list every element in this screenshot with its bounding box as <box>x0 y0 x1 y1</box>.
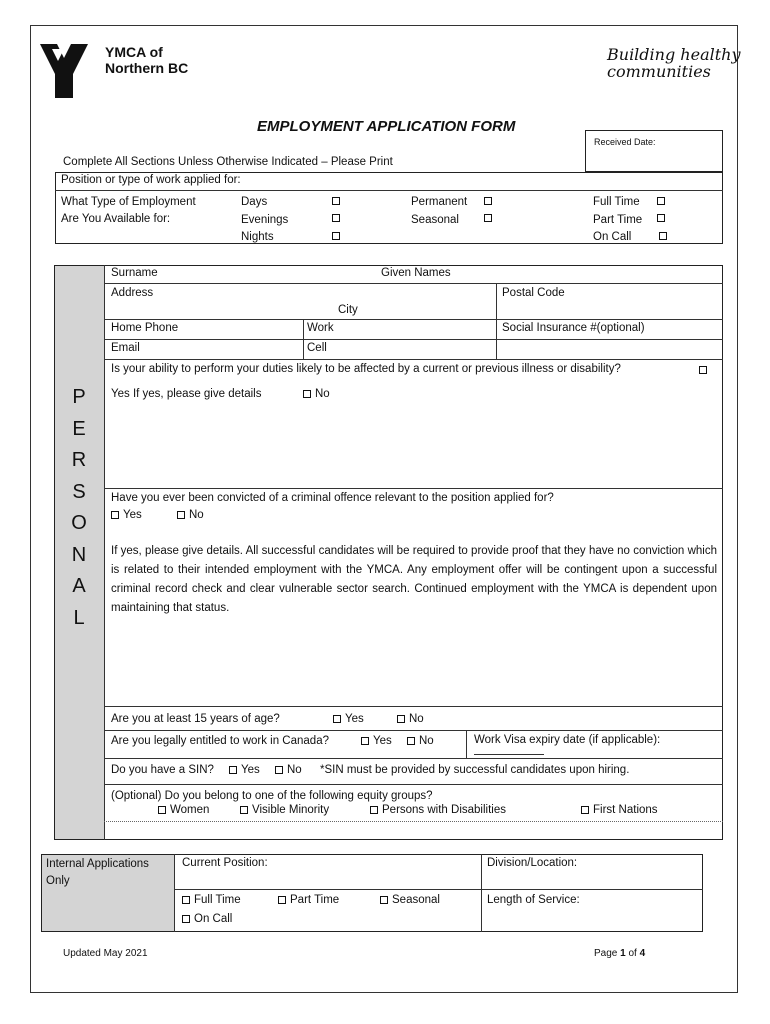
internal-on-call-label: On Call <box>194 913 233 925</box>
disability-question: Is your ability to perform your duties likely to be affected by a current or previous illness or disability? <box>111 363 621 375</box>
divider <box>104 339 723 340</box>
equity-visible-minority-label: Visible Minority <box>252 804 330 816</box>
equity-visible-minority-option[interactable] <box>240 804 329 816</box>
days-checkbox[interactable] <box>332 197 340 205</box>
home-phone-label: Home Phone <box>111 322 179 334</box>
divider <box>174 889 703 890</box>
internal-part-time-checkbox[interactable] <box>278 896 286 904</box>
on-call-checkbox[interactable] <box>659 232 667 240</box>
divider <box>104 821 723 822</box>
legal-yes-checkbox[interactable] <box>361 737 369 745</box>
sin-no-option[interactable] <box>275 764 302 776</box>
divider <box>303 319 304 359</box>
division-location-label: Division/Location: <box>487 857 578 869</box>
age-yes-label: Yes <box>345 713 364 725</box>
divider <box>55 190 723 191</box>
internal-on-call-checkbox[interactable] <box>182 915 190 923</box>
employment-type-label: What Type of Employment Are You Available for: <box>61 196 196 225</box>
availability-options <box>241 194 288 247</box>
surname-label: Surname <box>111 267 158 279</box>
tagline: Building healthy communities <box>607 45 741 81</box>
seasonal-checkbox[interactable] <box>484 214 492 222</box>
cell-label: Cell <box>307 342 327 354</box>
internal-part-time-option[interactable] <box>278 894 339 906</box>
disability-no-checkbox[interactable] <box>303 390 311 398</box>
internal-full-time-option[interactable] <box>182 894 241 906</box>
disability-no-option[interactable] <box>303 388 330 400</box>
criminal-no-checkbox[interactable] <box>177 511 185 519</box>
sin-optional-label: Social Insurance #(optional) <box>502 322 645 334</box>
internal-seasonal-checkbox[interactable] <box>380 896 388 904</box>
part-time-checkbox[interactable] <box>657 214 665 222</box>
internal-seasonal-option[interactable] <box>380 894 440 906</box>
option-days: Days <box>241 196 268 208</box>
divider <box>104 319 723 320</box>
option-evenings: Evenings <box>241 213 289 226</box>
current-position-label: Current Position: <box>182 857 268 869</box>
work-visa-label: Work Visa expiry date (if applicable): <box>474 734 661 746</box>
divider <box>481 854 482 932</box>
org-name: YMCA of Northern BC <box>105 44 189 76</box>
instructions: Complete All Sections Unless Otherwise Indicated – Please Print <box>63 156 393 168</box>
nights-checkbox[interactable] <box>332 232 340 240</box>
option-nights: Nights <box>241 231 274 243</box>
divider <box>174 854 175 932</box>
criminal-yes-checkbox[interactable] <box>111 511 119 519</box>
sin-yes-option[interactable] <box>229 764 260 776</box>
sin-no-checkbox[interactable] <box>275 766 283 774</box>
legal-question: Are you legally entitled to work in Canada? <box>111 735 329 747</box>
legal-yes-option[interactable] <box>361 735 392 747</box>
criminal-question: Have you ever been convicted of a criminal offence relevant to the position applied for? <box>111 492 554 504</box>
equity-women-checkbox[interactable] <box>158 806 166 814</box>
equity-women-option[interactable] <box>158 804 209 816</box>
age-yes-checkbox[interactable] <box>333 715 341 723</box>
age-question: Are you at least 15 years of age? <box>111 713 280 725</box>
hours-options <box>593 194 642 247</box>
full-time-checkbox[interactable] <box>657 197 665 205</box>
equity-women-label: Women <box>170 804 210 816</box>
divider <box>466 730 467 758</box>
length-of-service-label: Length of Service: <box>487 894 580 906</box>
internal-label: Internal Applications Only <box>46 858 149 887</box>
internal-on-call-option[interactable] <box>182 913 232 925</box>
equity-question: (Optional) Do you belong to one of the following equity groups? <box>111 790 433 802</box>
equity-first-nations-option[interactable] <box>581 804 658 816</box>
legal-no-label: No <box>419 735 434 747</box>
city-label: City <box>338 304 358 316</box>
ymca-logo-icon <box>40 44 88 100</box>
option-on-call: On Call <box>593 231 632 243</box>
sin-question: Do you have a SIN? <box>111 764 214 776</box>
divider <box>496 283 497 319</box>
age-yes-option[interactable] <box>333 713 364 725</box>
postal-code-label: Postal Code <box>502 287 565 299</box>
internal-seasonal-label: Seasonal <box>392 894 440 906</box>
divider <box>104 784 723 785</box>
term-options <box>411 194 467 229</box>
page-number: Page 1 of 4 <box>594 948 646 959</box>
legal-no-checkbox[interactable] <box>407 737 415 745</box>
age-no-label: No <box>409 713 424 725</box>
legal-yes-label: Yes <box>373 735 392 747</box>
permanent-checkbox[interactable] <box>484 197 492 205</box>
internal-full-time-label: Full Time <box>194 894 241 906</box>
position-label: Position or type of work applied for: <box>61 174 241 186</box>
criminal-yes-label: Yes <box>123 509 142 521</box>
sin-yes-checkbox[interactable] <box>229 766 237 774</box>
divider <box>104 488 723 489</box>
disability-yes-checkbox[interactable] <box>699 366 707 374</box>
divider <box>104 265 105 840</box>
equity-visible-minority-checkbox[interactable] <box>240 806 248 814</box>
criminal-yes-option[interactable] <box>111 509 142 521</box>
personal-vertical-label: P E R S O N A L <box>71 386 87 629</box>
received-date-label: Received Date: <box>594 137 656 147</box>
updated-date: Updated May 2021 <box>63 948 148 959</box>
option-permanent: Permanent <box>411 196 468 208</box>
divider <box>104 283 723 284</box>
age-no-checkbox[interactable] <box>397 715 405 723</box>
divider <box>104 730 723 731</box>
received-date-box[interactable] <box>585 130 723 172</box>
equity-disabilities-label: Persons with Disabilities <box>382 804 506 816</box>
disability-no-label: No <box>315 388 330 400</box>
criminal-no-label: No <box>189 509 204 521</box>
equity-first-nations-checkbox[interactable] <box>581 806 589 814</box>
divider <box>104 758 723 759</box>
equity-disabilities-checkbox[interactable] <box>370 806 378 814</box>
equity-disabilities-option[interactable] <box>370 804 506 816</box>
internal-full-time-checkbox[interactable] <box>182 896 190 904</box>
sin-note: *SIN must be provided by successful candidates upon hiring. <box>320 764 630 776</box>
sin-yes-label: Yes <box>241 764 260 776</box>
email-label: Email <box>111 342 140 354</box>
form-title: EMPLOYMENT APPLICATION FORM <box>257 118 516 135</box>
internal-part-time-label: Part Time <box>290 894 340 906</box>
legal-no-option[interactable] <box>407 735 434 747</box>
evenings-checkbox[interactable] <box>332 214 340 222</box>
divider <box>104 706 723 707</box>
work-phone-label: Work <box>307 322 334 334</box>
option-full-time: Full Time <box>593 196 640 208</box>
criminal-no-option[interactable] <box>177 509 204 521</box>
divider <box>104 359 723 360</box>
address-label: Address <box>111 287 154 299</box>
work-visa-input-line[interactable] <box>474 754 544 755</box>
age-no-option[interactable] <box>397 713 424 725</box>
divider <box>496 319 497 359</box>
disability-yes-label: Yes If yes, please give details <box>111 388 262 400</box>
criminal-details-text: If yes, please give details. All successful candidates will be required to provide proof that they have no conviction which is related to their intended employment with the YMCA. Any employment offer will be contingent upon a successful criminal record check and clear vulnerable sector search. Continued employment with the YMCA is dependent upon maintaining that status. <box>111 545 717 614</box>
equity-first-nations-label: First Nations <box>593 804 658 816</box>
option-seasonal: Seasonal <box>411 213 459 226</box>
given-names-label: Given Names <box>381 267 451 279</box>
sin-no-label: No <box>287 764 302 776</box>
option-part-time: Part Time <box>593 213 643 226</box>
